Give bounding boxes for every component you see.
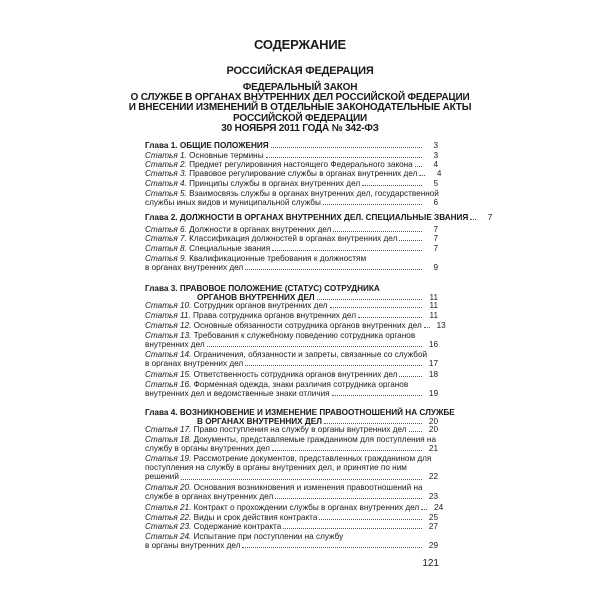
article-number: Статья 21. <box>145 503 192 512</box>
article-line <box>145 179 438 188</box>
dot-leader <box>399 240 422 241</box>
article-line <box>145 160 438 169</box>
chapter-line <box>145 408 455 417</box>
article-number: Статья 6. <box>145 225 187 234</box>
chapter-title: Глава 2. ДОЛЖНОСТИ В ОРГАНАХ ВНУТРЕННИХ ДЕЛ. СПЕЦИАЛЬНЫЕ ЗВАНИЯ <box>145 213 469 222</box>
article-title: Правовое регулирование службы в органах внутренних дел <box>189 169 418 178</box>
article-line <box>145 151 438 160</box>
toc-page-number: 13 <box>436 321 446 330</box>
article-title: Специальные звания <box>189 244 271 253</box>
dot-leader <box>323 204 422 205</box>
chapter-line <box>145 213 493 222</box>
article-title: Права сотрудника органов внутренних дел <box>193 311 356 320</box>
dot-leader <box>207 346 422 347</box>
law-title <box>0 83 600 134</box>
toc-page-number: 21 <box>428 444 438 454</box>
chapter-title: В ОРГАНАХ ВНУТРЕННИХ ДЕЛ <box>197 417 322 427</box>
article-number: Статья 9. <box>145 254 187 263</box>
article-number: Статья 16. <box>145 380 192 389</box>
article-title: Виды и срок действия контракта <box>193 513 318 522</box>
dot-leader <box>266 157 422 158</box>
toc-article[interactable] <box>145 151 438 160</box>
article-line <box>145 472 438 481</box>
article-number: Статья 20. <box>145 483 192 492</box>
article-number: Статья 24. <box>145 532 192 541</box>
dot-leader <box>470 219 476 220</box>
article-title: Испытание при поступлении на службу <box>193 532 344 541</box>
dot-leader <box>421 509 427 510</box>
article-title: Документы, представляемые гражданином для поступления на <box>193 435 437 444</box>
chapter-title: Глава 1. ОБЩИЕ ПОЛОЖЕНИЯ <box>145 141 269 150</box>
article-number: Статья 12. <box>145 321 192 330</box>
article-number: Статья 15. <box>145 370 192 379</box>
chapter-title: ОРГАНОВ ВНУТРЕННИХ ДЕЛ <box>197 293 315 303</box>
toc-article[interactable] <box>145 189 438 207</box>
toc-article[interactable] <box>145 532 438 550</box>
toc-page-number: 27 <box>428 522 438 531</box>
article-title: Контракт о прохождении службы в органах внутренних дел <box>193 503 420 512</box>
toc-page-number: 7 <box>433 225 438 234</box>
article-title: Ответственность сотрудника органов внутренних дел <box>193 370 398 379</box>
toc-article[interactable] <box>145 244 438 253</box>
toc-article[interactable] <box>145 425 438 434</box>
article-number: Статья 1. <box>145 151 187 160</box>
article-line <box>145 301 438 310</box>
article-number: Статья 3. <box>145 169 187 178</box>
dot-leader <box>362 185 422 186</box>
dot-leader <box>272 450 422 451</box>
article-line <box>145 340 438 349</box>
toc-page-number: 6 <box>433 198 438 208</box>
chapter-title: Глава 4. ВОЗНИКНОВЕНИЕ И ИЗМЕНЕНИЕ ПРАВООТНОШЕНИЙ НА СЛУЖБЕ <box>145 408 455 417</box>
toc-page-number: 4 <box>436 169 442 178</box>
article-number: Статья 14. <box>145 350 192 359</box>
article-number: Статья 5. <box>145 189 187 198</box>
article-number: Статья 2. <box>145 160 187 169</box>
toc-page-number: 18 <box>428 370 438 379</box>
dot-leader <box>283 528 422 529</box>
dot-leader <box>275 498 422 499</box>
toc-article[interactable] <box>145 321 446 330</box>
article-line <box>145 370 438 379</box>
article-line <box>145 321 446 330</box>
chapter-title: Глава 3. ПРАВОВОЕ ПОЛОЖЕНИЕ (СТАТУС) СОТРУДНИКА <box>145 284 380 293</box>
toc-chapter[interactable] <box>145 284 438 302</box>
page-number: 121 <box>422 558 439 569</box>
article-title: Право поступления на службу в органы внутренних дел <box>193 425 407 434</box>
article-number: Статья 4. <box>145 179 187 188</box>
country-heading: РОССИЙСКАЯ ФЕДЕРАЦИЯ <box>226 65 374 77</box>
dot-leader <box>424 327 430 328</box>
article-line <box>145 189 438 198</box>
page-title: СОДЕРЖАНИЕ <box>254 37 346 52</box>
article-line <box>145 254 438 263</box>
article-line <box>145 225 438 234</box>
article-line <box>145 311 438 320</box>
article-line <box>145 492 438 501</box>
dot-leader <box>415 166 422 167</box>
toc-page-number: 23 <box>428 492 438 502</box>
toc-chapter[interactable] <box>145 408 455 427</box>
chapter-line <box>145 141 438 150</box>
article-line <box>145 444 438 453</box>
dot-leader <box>399 376 422 377</box>
article-line <box>145 380 438 389</box>
article-title: Сотрудник органов внутренних дел <box>193 301 328 310</box>
toc-page-number: 22 <box>428 472 438 482</box>
article-number: Статья 8. <box>145 244 187 253</box>
toc-article[interactable] <box>145 254 438 272</box>
dot-leader <box>245 365 422 366</box>
toc-page-number: 11 <box>429 301 438 310</box>
toc-page-number: 7 <box>487 213 493 222</box>
article-line <box>145 263 438 272</box>
article-title: Основные обязанности сотрудника органов внутренних дел <box>193 321 422 330</box>
article-number: Статья 7. <box>145 234 187 243</box>
article-title: Должности в органах внутренних дел <box>189 225 332 234</box>
dot-leader <box>419 175 425 176</box>
article-line <box>145 169 442 178</box>
article-line <box>145 198 438 207</box>
article-line <box>145 425 438 434</box>
article-title: внутренних дел <box>145 340 205 350</box>
dot-leader <box>271 147 422 148</box>
article-number: Статья 13. <box>145 331 192 340</box>
article-line <box>145 331 438 340</box>
article-title: Форменная одежда, знаки различия сотрудника органов <box>193 380 409 389</box>
law-title-line: 30 НОЯБРЯ 2011 ГОДА № 342-ФЗ <box>221 122 379 134</box>
article-title: внутренних дел и ведомственные знаки отличия <box>145 389 330 399</box>
article-number: Статья 23. <box>145 522 192 531</box>
article-title: Классификация должностей в органах внутренних дел <box>189 234 398 243</box>
article-title: Основные термины <box>189 151 264 160</box>
toc-page-number: 3 <box>433 151 438 160</box>
toc-article[interactable] <box>145 311 438 320</box>
law-title-line: РОССИЙСКОЙ ФЕДЕРАЦИИ <box>233 112 367 124</box>
article-line <box>145 454 438 463</box>
toc-article[interactable] <box>145 331 438 349</box>
article-title: в органах внутренних дел <box>145 359 244 369</box>
toc-article[interactable] <box>145 503 444 512</box>
article-line <box>145 532 438 541</box>
toc-page-number: 20 <box>428 425 438 434</box>
toc-article[interactable] <box>145 179 438 188</box>
article-title: Квалификационные требования к должностям <box>189 254 367 263</box>
article-line <box>145 483 438 492</box>
toc-article[interactable] <box>145 380 438 398</box>
toc-article[interactable] <box>145 234 438 243</box>
toc-page-number: 20 <box>428 417 438 427</box>
article-number: Статья 10. <box>145 301 192 310</box>
article-title: поступления на службу в органы внутренних дел, и принятие по ним <box>145 463 407 473</box>
article-title: Содержание контракта <box>193 522 282 531</box>
toc-article[interactable] <box>145 522 438 531</box>
toc-page-number: 9 <box>433 263 438 273</box>
article-number: Статья 19. <box>145 454 192 463</box>
article-line <box>145 244 438 253</box>
article-title: в органы внутренних дел <box>145 541 241 551</box>
dot-leader <box>409 431 422 432</box>
toc-page-number: 17 <box>428 359 438 369</box>
article-number: Статья 18. <box>145 435 192 444</box>
article-title: Требования к служебному поведению сотрудника органов <box>193 331 416 340</box>
toc-page-number: 4 <box>433 160 438 169</box>
article-line <box>145 234 438 243</box>
article-title: Основания возникновения и изменения правоотношений на <box>193 483 423 492</box>
dot-leader <box>272 250 422 251</box>
dot-leader <box>319 519 422 520</box>
toc-page-number: 25 <box>428 513 438 522</box>
toc-chapter[interactable] <box>145 141 438 150</box>
chapter-line <box>145 284 438 293</box>
dot-leader <box>181 479 422 480</box>
article-line <box>145 435 438 444</box>
article-title: Предмет регулирования настоящего Федерального закона <box>189 160 413 169</box>
article-title: Взаимосвязь службы в органах внутренних дел, государственной <box>189 189 439 198</box>
article-line <box>145 350 438 359</box>
article-title: Рассмотрение документов, представленных гражданином для <box>193 454 432 463</box>
dot-leader <box>333 231 422 232</box>
article-line <box>145 541 438 550</box>
article-title: решений <box>145 472 179 482</box>
article-title: Принципы службы в органах внутренних дел <box>189 179 361 188</box>
toc-page-number: 19 <box>428 389 438 399</box>
article-number: Статья 22. <box>145 513 192 522</box>
toc-page-number: 7 <box>433 244 438 253</box>
article-title: службы иных видов и муниципальной службы <box>145 198 321 208</box>
dot-leader <box>332 395 422 396</box>
dot-leader <box>330 307 423 308</box>
toc-article[interactable] <box>145 160 438 169</box>
toc-article[interactable] <box>145 225 438 234</box>
law-title-line: ФЕДЕРАЛЬНЫЙ ЗАКОН <box>242 82 358 93</box>
toc-page-number: 3 <box>433 141 438 150</box>
dot-leader <box>358 317 422 318</box>
article-number: Статья 17. <box>145 425 192 434</box>
toc-page-number: 11 <box>429 311 438 320</box>
toc-chapter[interactable] <box>145 213 493 222</box>
article-title: службе в органах внутренних дел <box>145 492 274 502</box>
article-line <box>145 463 438 472</box>
toc-article[interactable] <box>145 454 438 482</box>
article-title: Ограничения, обязанности и запреты, связанные со службой <box>193 350 428 359</box>
dot-leader <box>242 547 422 548</box>
toc-page-number: 24 <box>434 503 444 512</box>
article-line <box>145 503 444 512</box>
law-title-line: О СЛУЖБЕ В ОРГАНАХ ВНУТРЕННИХ ДЕЛ РОССИЙСКОЙ ФЕДЕРАЦИИ <box>130 92 470 104</box>
article-line <box>145 522 438 531</box>
article-line <box>145 359 438 368</box>
dot-leader <box>245 269 422 270</box>
toc-article[interactable] <box>145 370 438 379</box>
article-line <box>145 513 438 522</box>
toc-page-number: 5 <box>433 179 438 188</box>
toc-page-number: 29 <box>428 541 438 551</box>
toc-article[interactable] <box>145 513 438 522</box>
toc-article[interactable] <box>145 301 438 310</box>
article-title: службу в органы внутренних дел <box>145 444 270 454</box>
toc-page-number: 7 <box>433 234 438 243</box>
toc-page-number: 16 <box>428 340 438 350</box>
toc-page-number: 11 <box>429 293 438 303</box>
article-number: Статья 11. <box>145 311 191 320</box>
toc-article[interactable] <box>145 435 438 453</box>
article-line <box>145 389 438 398</box>
toc-article[interactable] <box>145 483 438 501</box>
toc-article[interactable] <box>145 169 442 178</box>
article-title: в органах внутренних дел <box>145 263 244 273</box>
law-title-line: И ВНЕСЕНИИ ИЗМЕНЕНИЙ В ОТДЕЛЬНЫЕ ЗАКОНОДАТЕЛЬНЫЕ АКТЫ <box>128 102 472 114</box>
toc-article[interactable] <box>145 350 438 368</box>
